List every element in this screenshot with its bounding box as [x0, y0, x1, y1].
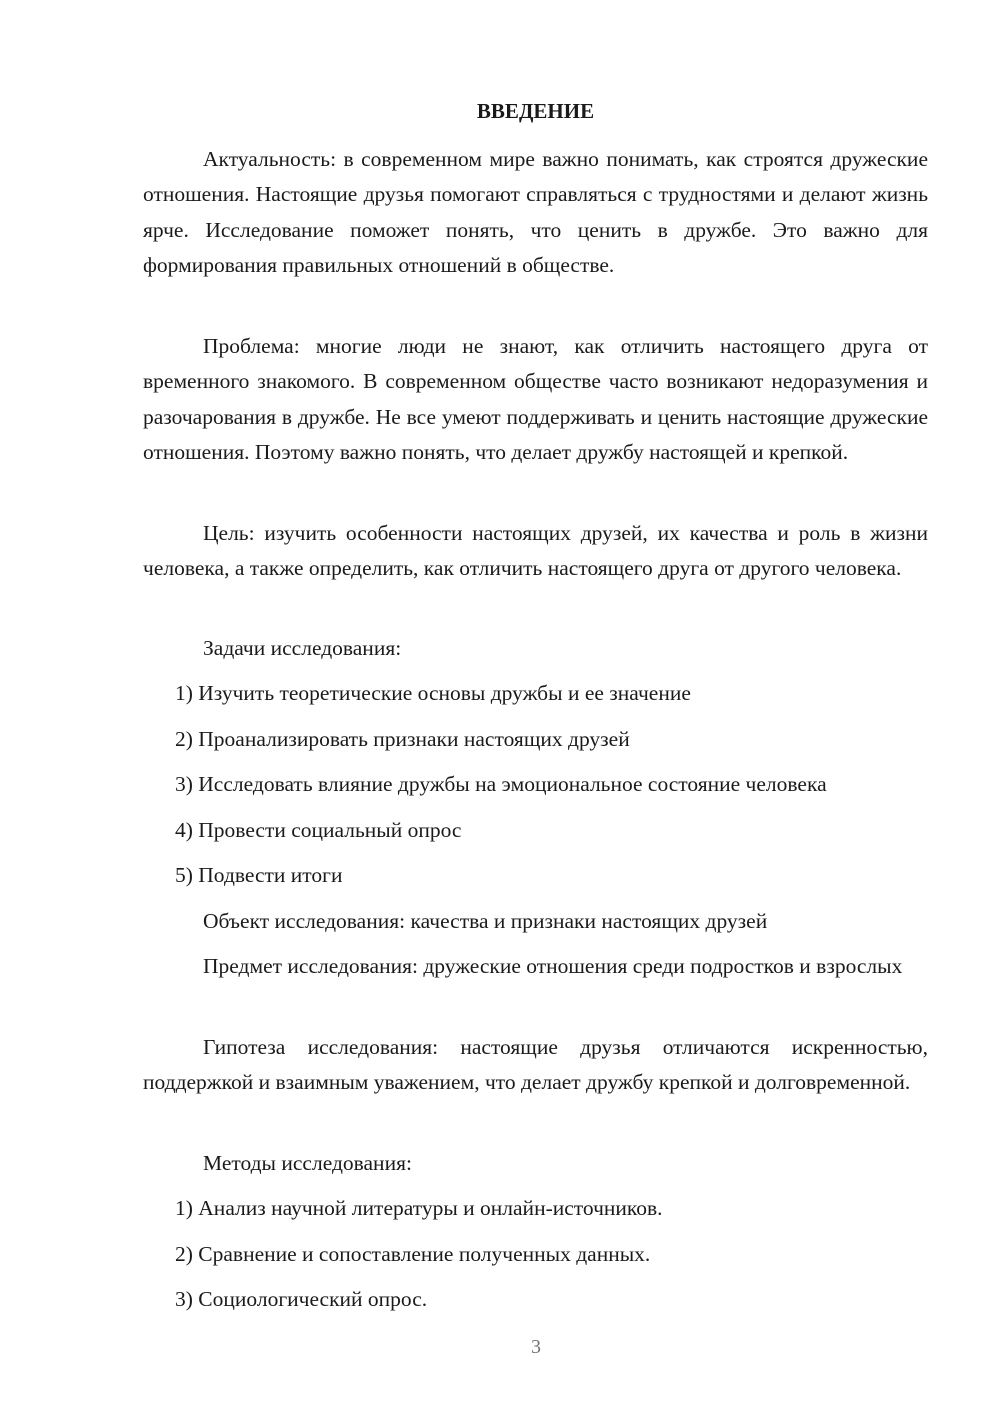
hypothesis-paragraph: Гипотеза исследования: настоящие друзья отличаются искренностью, поддержкой и взаимным уважением, что делает дружбу крепкой и долговременной.	[143, 1035, 928, 1095]
method-item: 2) Сравнение и сопоставление полученных данных.	[175, 1242, 651, 1266]
task-item: 4) Провести социальный опрос	[175, 818, 462, 842]
task-item: 3) Исследовать влияние дружбы на эмоциональное состояние человека	[175, 772, 827, 796]
method-item: 1) Анализ научной литературы и онлайн-источников.	[175, 1196, 663, 1220]
subject-paragraph: Предмет исследования: дружеские отношения среди подростков и взрослых	[203, 954, 903, 978]
method-item: 3) Социологический опрос.	[175, 1287, 428, 1311]
methods-label: Методы исследования:	[203, 1151, 412, 1175]
page-title: ВВЕДЕНИЕ	[476, 99, 595, 123]
tasks-label: Задачи исследования:	[203, 636, 402, 660]
task-item: 5) Подвести итоги	[175, 863, 343, 887]
relevance-paragraph: Актуальность: в современном мире важно понимать, как строятся дружеские отношения. Настоящие друзья помогают справляться с трудностями и делают жизнь ярче. Исследование поможет понять, что ценить в дружбе. Это важно для формирования правильных отношений в обществе.	[143, 147, 928, 278]
goal-paragraph: Цель: изучить особенности настоящих друзей, их качества и роль в жизни человека, а также определить, как отличить настоящего друга от другого человека.	[143, 521, 928, 581]
task-item: 1) Изучить теоретические основы дружбы и ее значение	[175, 681, 691, 705]
object-paragraph: Объект исследования: качества и признаки настоящих друзей	[203, 909, 768, 933]
problem-paragraph: Проблема: многие люди не знают, как отличить настоящего друга от временного знакомого. В современном обществе часто возникают недоразумения и разочарования в дружбе. Не все умеют поддерживать и ценить настоящие дружеские отношения. Поэтому важно понять, что делает дружбу настоящей и крепкой.	[143, 334, 928, 465]
page-number: 3	[531, 1336, 541, 1358]
task-item: 2) Проанализировать признаки настоящих друзей	[175, 727, 630, 751]
